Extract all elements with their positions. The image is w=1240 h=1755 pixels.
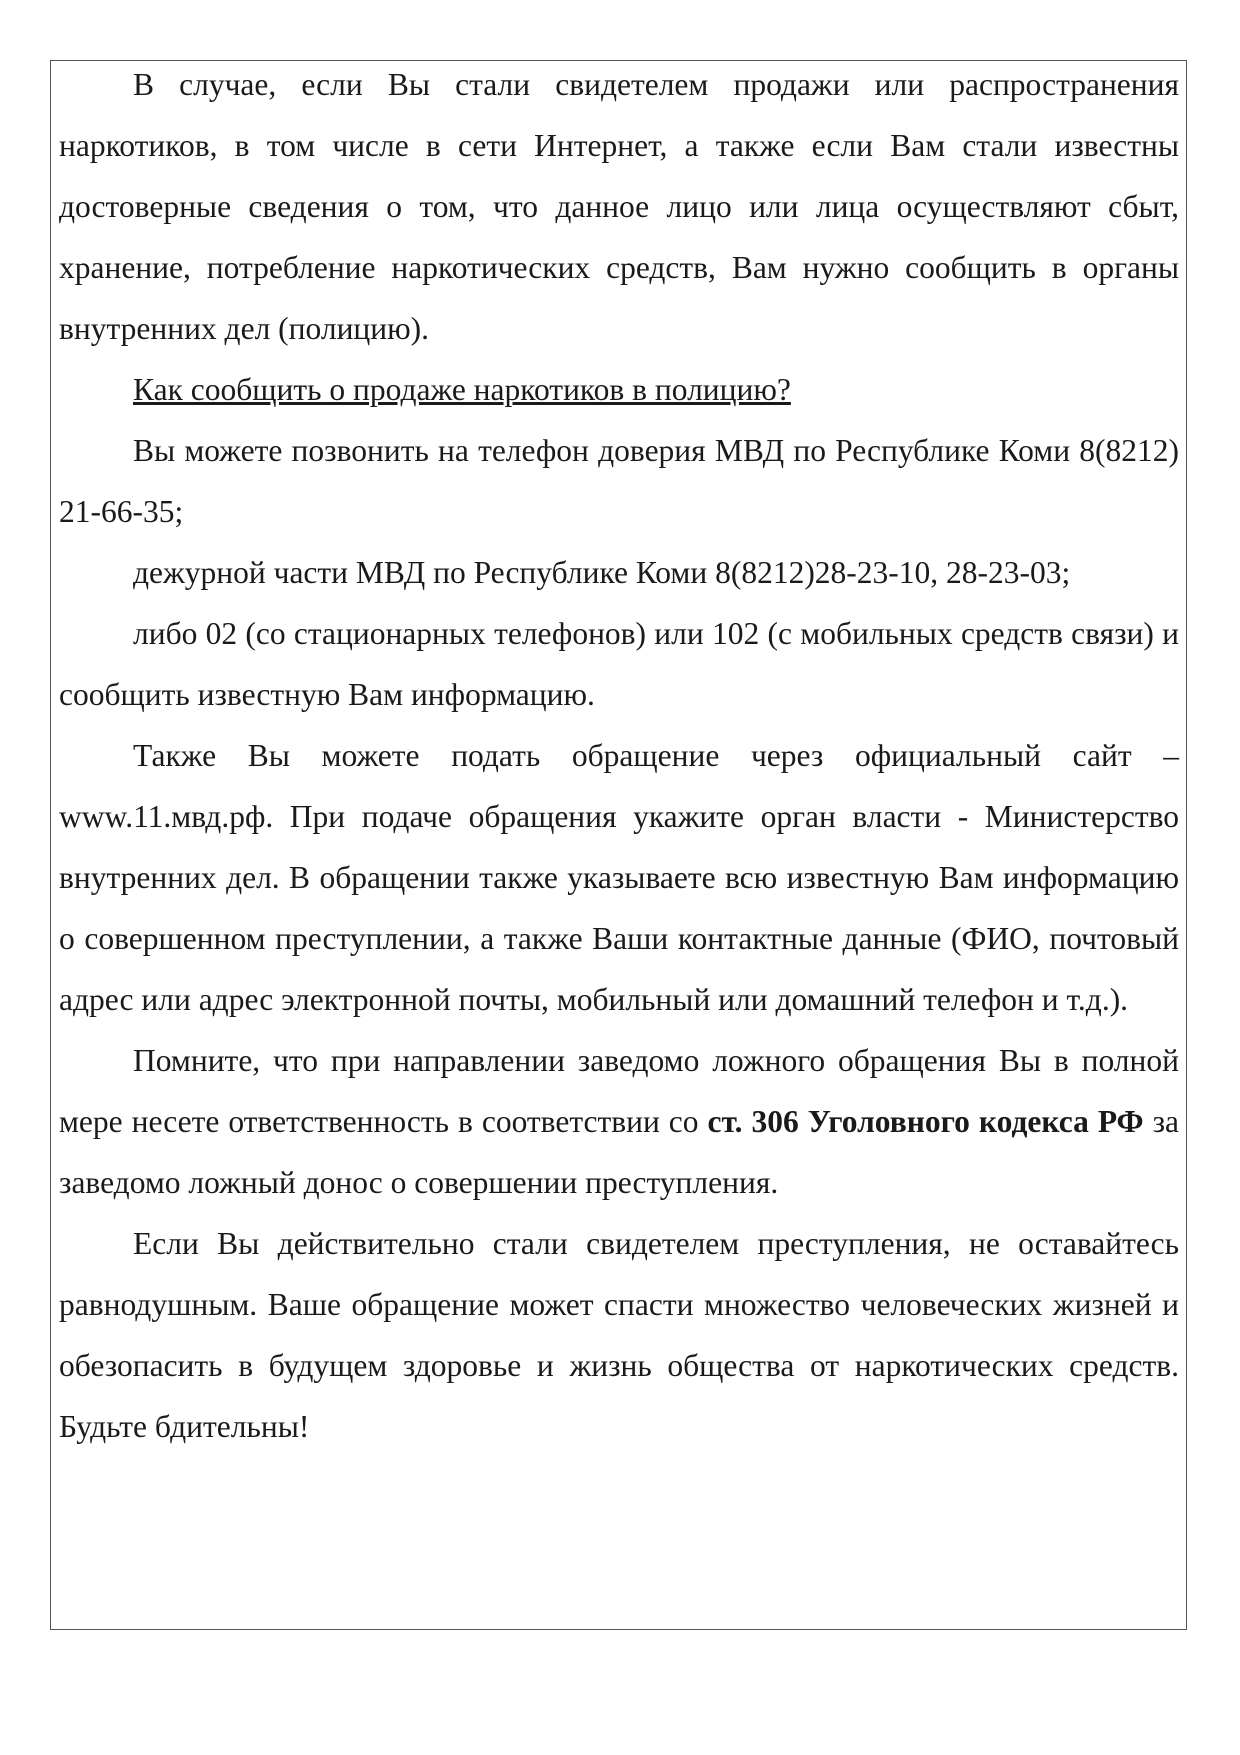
paragraph-warning (59, 1030, 1179, 1213)
paragraph-heading (59, 359, 1179, 420)
section-heading: Как сообщить о продаже наркотиков в полицию? (133, 372, 791, 407)
paragraph-closing: Если Вы действительно стали свидетелем преступления, не оставайтесь равнодушным. Ваше обращение может спасти множество человеческих жизней и обезопасить в будущем здоровье и жизнь общества от наркотических средств. Будьте бдительны! (59, 1226, 1179, 1444)
paragraph-intro: В случае, если Вы стали свидетелем продажи или распространения наркотиков, в том числе в сети Интернет, а также если Вам стали известны достоверные сведения о том, что данное лицо или лица осуществляют сбыт, хранение, потребление наркотических средств, Вам нужно сообщить в органы внутренних дел (полицию). (59, 67, 1179, 346)
paragraph-website: Также Вы можете подать обращение через официальный сайт – www.11.мвд.рф. При подаче обращения укажите орган власти - Министерство внутренних дел. В обращении также указываете всю известную Вам информацию о совершенном преступлении, а также Ваши контактные данные (ФИО, почтовый адрес или адрес электронной почты, мобильный или домашний телефон и т.д.). (59, 738, 1179, 1017)
paragraph-hotline: Вы можете позвонить на телефон доверия МВД по Республике Коми 8(8212) 21-66-35; (59, 433, 1179, 529)
law-article-reference: ст. 306 Уголовного кодекса РФ (707, 1104, 1144, 1139)
paragraph-emergency: либо 02 (со стационарных телефонов) или 102 (с мобильных средств связи) и сообщить известную Вам информацию. (59, 616, 1179, 712)
warning-text-end: за заведомо ложный донос о совершении преступления. (59, 1104, 1179, 1200)
warning-text-start: Помните, что при направлении заведомо ложного обращения Вы в полной мере несете ответственность в соответствии со (59, 1043, 1179, 1139)
paragraph-duty-unit: дежурной части МВД по Республике Коми 8(8212)28-23-10, 28-23-03; (133, 555, 1071, 590)
document-body (59, 54, 1179, 1457)
